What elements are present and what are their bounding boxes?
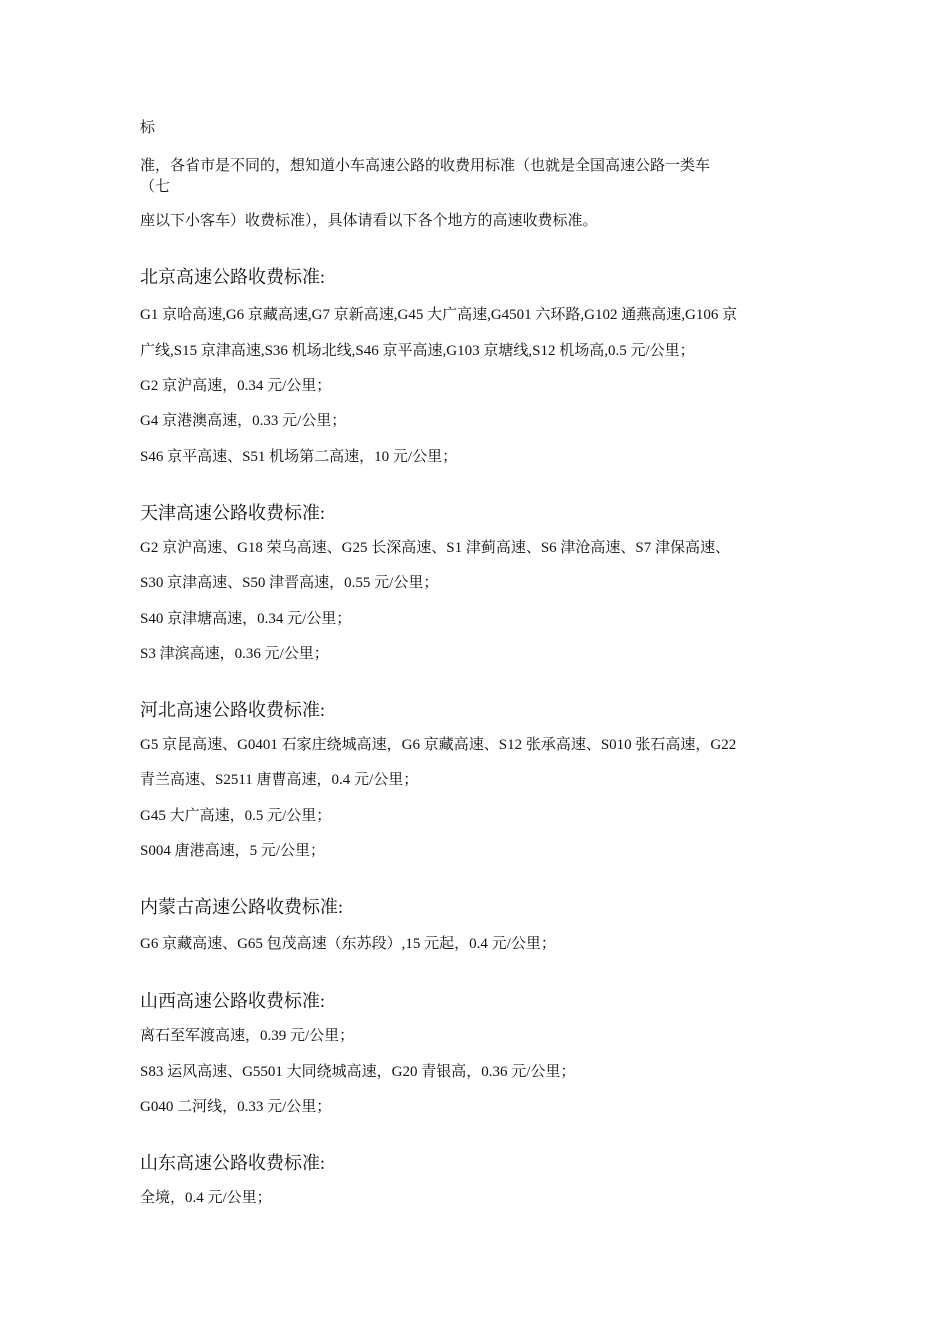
section-line: G1 京哈高速,G6 京藏高速,G7 京新高速,G45 大广高速,G4501 六环路,G102 通燕高速,G106 京 (140, 307, 738, 323)
intro-line-3: （七 (140, 179, 171, 195)
section-heading-tianjin: 天津高速公路收费标准: (140, 503, 325, 523)
section-line: 广线,S15 京津高速,S36 机场北线,S46 京平高速,G103 京塘线,S12 机场高,0.5 元/公里； (140, 343, 695, 359)
section-line: 青兰高速、S2511 唐曹高速，0.4 元/公里； (140, 772, 419, 788)
section-line: S83 运风高速、G5501 大同绕城高速，G20 青银高，0.36 元/公里； (140, 1064, 576, 1080)
section-heading-hebei: 河北高速公路收费标准: (140, 700, 325, 720)
section-line: G4 京港澳高速，0.33 元/公里； (140, 413, 347, 429)
section-line: G040 二河线，0.33 元/公里； (140, 1099, 332, 1115)
section-line: S3 津滨高速，0.36 元/公里； (140, 646, 329, 662)
section-line: 离石至军渡高速，0.39 元/公里； (140, 1028, 355, 1044)
section-line: G2 京沪高速，0.34 元/公里； (140, 378, 332, 394)
section-line: G6 京藏高速、G65 包茂高速（东苏段）,15 元起，0.4 元/公里； (140, 936, 556, 952)
section-heading-shanxi: 山西高速公路收费标准: (140, 991, 325, 1011)
section-line: S46 京平高速、S51 机场第二高速，10 元/公里； (140, 449, 458, 465)
section-heading-inner-mongolia: 内蒙古高速公路收费标准: (140, 897, 343, 917)
intro-line-1: 标 (140, 120, 156, 136)
section-line: S004 唐港高速，5 元/公里； (140, 843, 326, 859)
section-heading-shandong: 山东高速公路收费标准: (140, 1153, 325, 1173)
section-line: G5 京昆高速、G0401 石家庄绕城高速，G6 京藏高速、S12 张承高速、S010 张石高速，G22 (140, 737, 737, 753)
section-line: G45 大广高速，0.5 元/公里； (140, 808, 332, 824)
section-heading-beijing: 北京高速公路收费标准: (140, 267, 325, 287)
section-line: G2 京沪高速、G18 荣乌高速、G25 长深高速、S1 津蓟高速、S6 津沧高速、S7 津保高速、 (140, 540, 731, 556)
section-line: S30 京津高速、S50 津晋高速，0.55 元/公里； (140, 575, 439, 591)
intro-line-4: 座以下小客车）收费标准），具体请看以下各个地方的高速收费标准。 (140, 213, 598, 229)
section-line: S40 京津塘高速，0.34 元/公里； (140, 611, 352, 627)
section-line: 全境，0.4 元/公里； (140, 1190, 272, 1206)
intro-line-2: 准，各省市是不同的，想知道小车高速公路的收费用标准（也就是全国高速公路一类车 (140, 158, 711, 174)
